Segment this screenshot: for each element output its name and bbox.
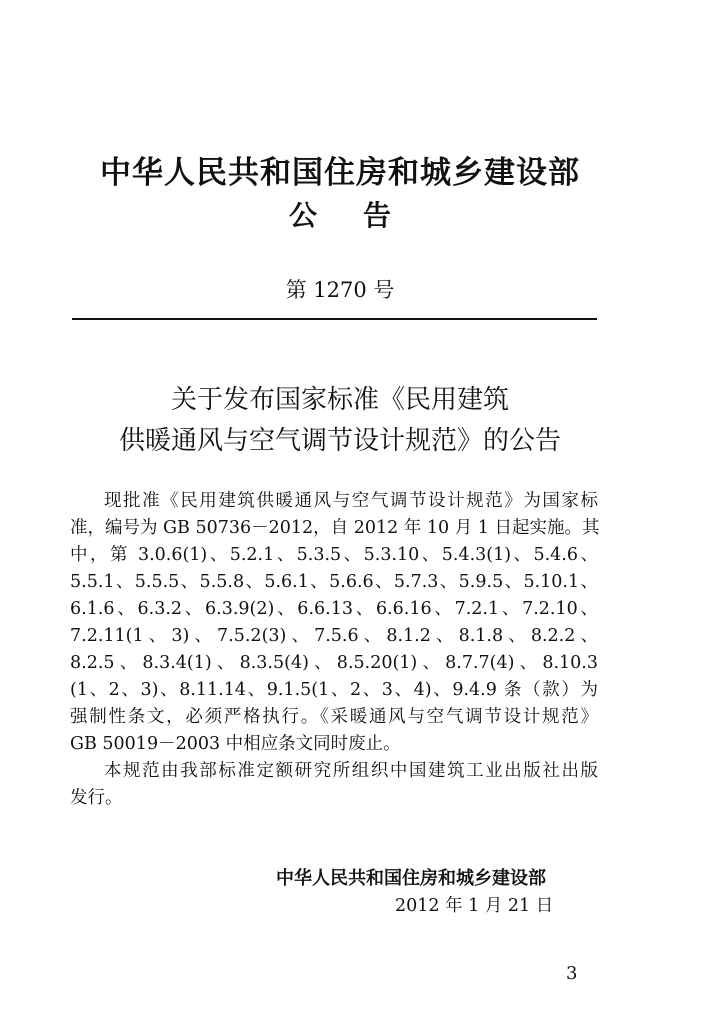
notice-heading: 公告 [288, 199, 437, 232]
notice-title-line-1: 关于发布国家标准《民用建筑 [170, 385, 509, 415]
body-line: 7.2.11(1、3)、7.5.2(3)、7.5.6、8.1.2、8.1.8、8.2.2、 [70, 626, 598, 646]
header-divider [72, 318, 597, 320]
notice-title-line-2: 供暖通风与空气调节设计规范》的公告 [118, 426, 561, 456]
signature-date: 2012 年 1 月 21 日 [395, 896, 554, 916]
signature-organization: 中华人民共和国住房和城乡建设部 [276, 868, 546, 889]
body-line: 现批准《民用建筑供暖通风与空气调节设计规范》为国家标 [104, 491, 598, 511]
body-line: 5.5.1、5.5.5、5.5.8、5.6.1、5.6.6、5.7.3、5.9.5、5.10.1、 [70, 572, 598, 592]
page-number: 3 [566, 963, 578, 984]
body-line: 中，第 3.0.6(1)、5.2.1、5.3.5、5.3.10、5.4.3(1)、5.4.6、 [70, 545, 598, 565]
body-line: 8.2.5、8.3.4(1)、8.3.5(4)、8.5.20(1)、8.7.7(4)、8.10.3 [70, 653, 598, 673]
body-line: 强制性条文，必须严格执行。《采暖通风与空气调节设计规范》 [70, 707, 598, 727]
body-line: 本规范由我部标准定额研究所组织中国建筑工业出版社出版 [104, 761, 598, 781]
body-line: 发行。 [70, 788, 123, 808]
body-line: (1、2、3)、8.11.14、9.1.5(1、2、3、4)、9.4.9 条（款）为 [70, 680, 598, 700]
notice-number: 第 1270 号 [285, 278, 395, 302]
ministry-header: 中华人民共和国住房和城乡建设部 [100, 155, 580, 191]
body-line: GB 50019－2003 中相应条文同时废止。 [70, 734, 401, 754]
body-line: 6.1.6、6.3.2、6.3.9(2)、6.6.13、6.6.16、7.2.1、7.2.10、 [70, 599, 598, 619]
body-line: 准，编号为 GB 50736－2012，自 2012 年 10 月 1 日起实施。其 [70, 518, 600, 538]
